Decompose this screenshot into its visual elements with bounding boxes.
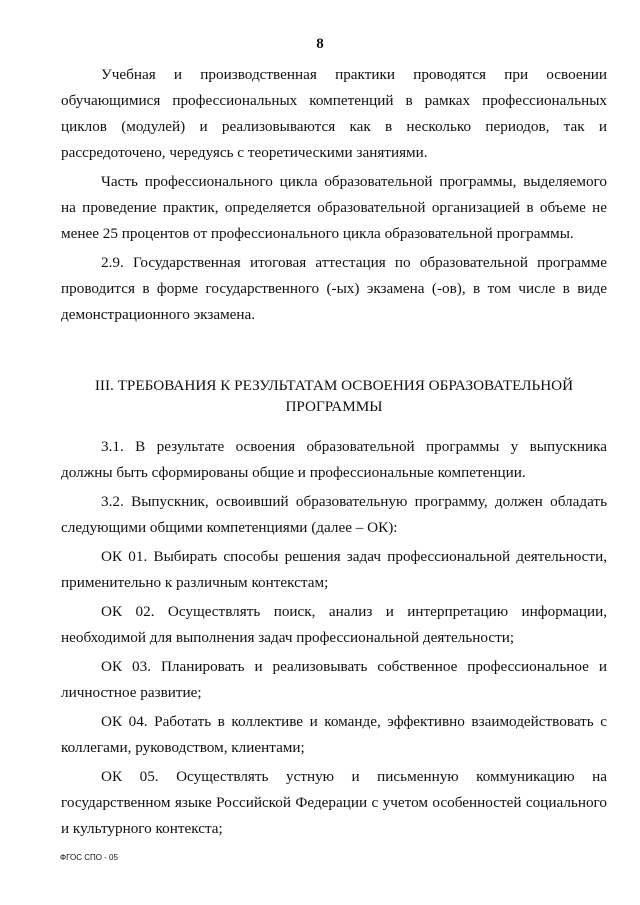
paragraph-practice-share: Часть профессионального цикла образовательной программы, выделяемого на проведение практик, определяется образовательной организацией в объеме не менее 25 процентов от профессионального цикла образовательной программы.	[61, 173, 607, 242]
competency-ok-03: ОК 03. Планировать и реализовывать собственное профессиональное и личностное развитие;	[61, 658, 607, 701]
competency-ok-05: ОК 05. Осуществлять устную и письменную коммуникацию на государственном языке Российской Федерации с учетом особенностей социального и культурного контекста;	[61, 768, 607, 837]
competency-ok-02: ОК 02. Осуществлять поиск, анализ и интерпретацию информации, необходимой для выполнения задач профессиональной деятельности;	[61, 603, 607, 646]
section-heading	[61, 375, 607, 417]
page-footer: ФГОС СПО - 05	[60, 853, 118, 862]
document-body	[61, 62, 607, 845]
competency-ok-01: ОК 01. Выбирать способы решения задач профессиональной деятельности, применительно к различным контекстам;	[61, 548, 607, 591]
paragraph-2-9: 2.9. Государственная итоговая аттестация по образовательной программе проводится в форме государственного (-ых) экзамена (-ов), в том числе в виде демонстрационного экзамена.	[61, 254, 607, 323]
paragraph-practice: Учебная и производственная практики проводятся при освоении обучающимися профессиональных компетенций в рамках профессиональных циклов (модулей) и реализовываются как в несколько периодов, так и рассредоточено, чередуясь с теоретическими занятиями.	[61, 66, 607, 161]
section-heading-line1: III. ТРЕБОВАНИЯ К РЕЗУЛЬТАТАМ ОСВОЕНИЯ ОБРАЗОВАТЕЛЬНОЙ	[94, 377, 574, 394]
page-number: 8	[316, 36, 324, 52]
paragraph-3-2: 3.2. Выпускник, освоивший образовательную программу, должен обладать следующими общими компетенциями (далее – ОК):	[61, 493, 607, 536]
paragraph-3-1: 3.1. В результате освоения образовательной программы у выпускника должны быть сформированы общие и профессиональные компетенции.	[61, 438, 607, 481]
section-heading-line2: ПРОГРАММЫ	[285, 398, 383, 415]
competency-ok-04: ОК 04. Работать в коллективе и команде, эффективно взаимодействовать с коллегами, руководством, клиентами;	[61, 713, 607, 756]
